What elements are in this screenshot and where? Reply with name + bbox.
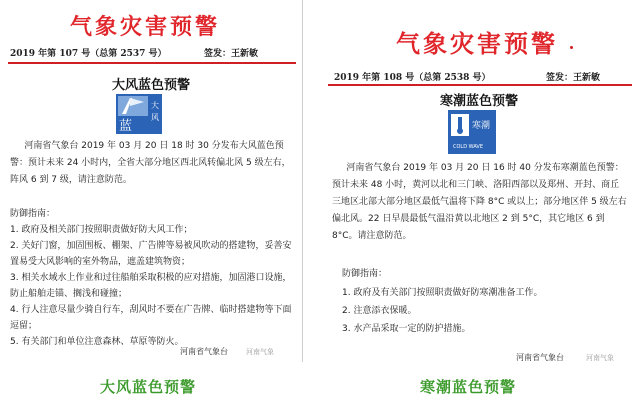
red-divider xyxy=(328,84,632,86)
gale-blue-signal-icon xyxy=(116,94,162,134)
guide-heading: 防御指南： xyxy=(10,209,56,219)
guide-item: 4. 行人注意尽量少骑自行车，刮风时不要在广告牌、临时搭建物等下面逗留； xyxy=(10,305,292,331)
warning-body: 河南省气象台 2019 年 03 月 20 日 18 时 30 分发布大风蓝色预警：预计未来 24 小时内，全省大部分地区西北风转偏北风 5 级左右，阵风 6 到 7 级，请注意防范。 xyxy=(10,141,291,185)
warning-banner-title: 气象灾害预警 xyxy=(396,30,558,58)
signal-level-char: 蓝 xyxy=(119,119,133,134)
red-mark xyxy=(570,46,573,49)
guide-item: 3. 水产品采取一定的防护措施。 xyxy=(342,324,471,334)
guide-item: 2. 关好门窗，加固围板、棚架、广告牌等易被风吹动的搭建物，妥善安置易受大风影响的室外物品，遮盖建筑物资； xyxy=(10,241,292,267)
signal-type-char-2: 风 xyxy=(151,113,159,122)
document-number: 2019 年第 108 号（总第 2538 号） xyxy=(334,73,491,83)
gale-warning-document xyxy=(0,0,303,362)
guide-item: 1. 政府及有关部门按照职责做好防寒潮准备工作。 xyxy=(342,288,543,298)
red-divider xyxy=(8,62,296,64)
document-number: 2019 年第 107 号（总第 2537 号） xyxy=(10,49,167,59)
issuing-agency: 河南省气象台 xyxy=(180,347,228,356)
issuing-agency: 河南省气象台 xyxy=(516,353,564,362)
guide-item: 1. 政府及相关部门按照职责做好防大风工作； xyxy=(10,225,193,235)
guide-list xyxy=(10,222,296,350)
watermark-label: 河南气象 xyxy=(246,348,274,356)
warning-title: 大风蓝色预警 xyxy=(111,78,190,93)
warning-banner-title: 气象灾害预警 xyxy=(70,15,221,40)
guide-item: 5. 有关部门和单位注意森林、草原等防火。 xyxy=(10,337,184,347)
document-signer: 签发：王新敏 xyxy=(204,49,259,59)
cold-wave-blue-signal-icon xyxy=(448,110,496,154)
guide-heading: 防御指南： xyxy=(342,269,388,279)
thermometer-bulb xyxy=(457,128,463,134)
document-signer: 签发：王新敏 xyxy=(546,73,601,83)
guide-item: 2. 注意添衣保暖。 xyxy=(342,306,417,316)
signal-type-char-1: 大 xyxy=(151,101,159,110)
warning-title: 寒潮蓝色预警 xyxy=(439,94,518,109)
signal-type-chars: 寒潮 xyxy=(472,121,491,131)
cold-wave-warning-document xyxy=(320,12,638,372)
warning-body: 河南省气象台 2019 年 03 月 20 日 16 时 40 分发布寒潮蓝色预警：预计未来 48 小时，黄河以北和三门峡、洛阳西部以及郑州、开封、商丘三地区北部大部分地区最低气温将下降 8°C 或以上；部分地区伴 5 级左右偏北风。22 日早晨最低气温沿黄以北地区 2 到 5°C，其它地区 6 到 8°C。请注意防范。 xyxy=(332,163,627,241)
guide-list xyxy=(342,284,632,338)
guide-item: 3. 相关水域水上作业和过往船舶采取积极的应对措施，加固港口设施，防止船舶走锚、搁浅和碰撞； xyxy=(10,273,292,299)
signal-english-label: COLD WAVE xyxy=(453,144,484,150)
watermark-label: 河南气象 xyxy=(586,354,614,362)
right-caption: 寒潮蓝色预警 xyxy=(420,378,517,396)
left-caption: 大风蓝色预警 xyxy=(100,378,197,396)
